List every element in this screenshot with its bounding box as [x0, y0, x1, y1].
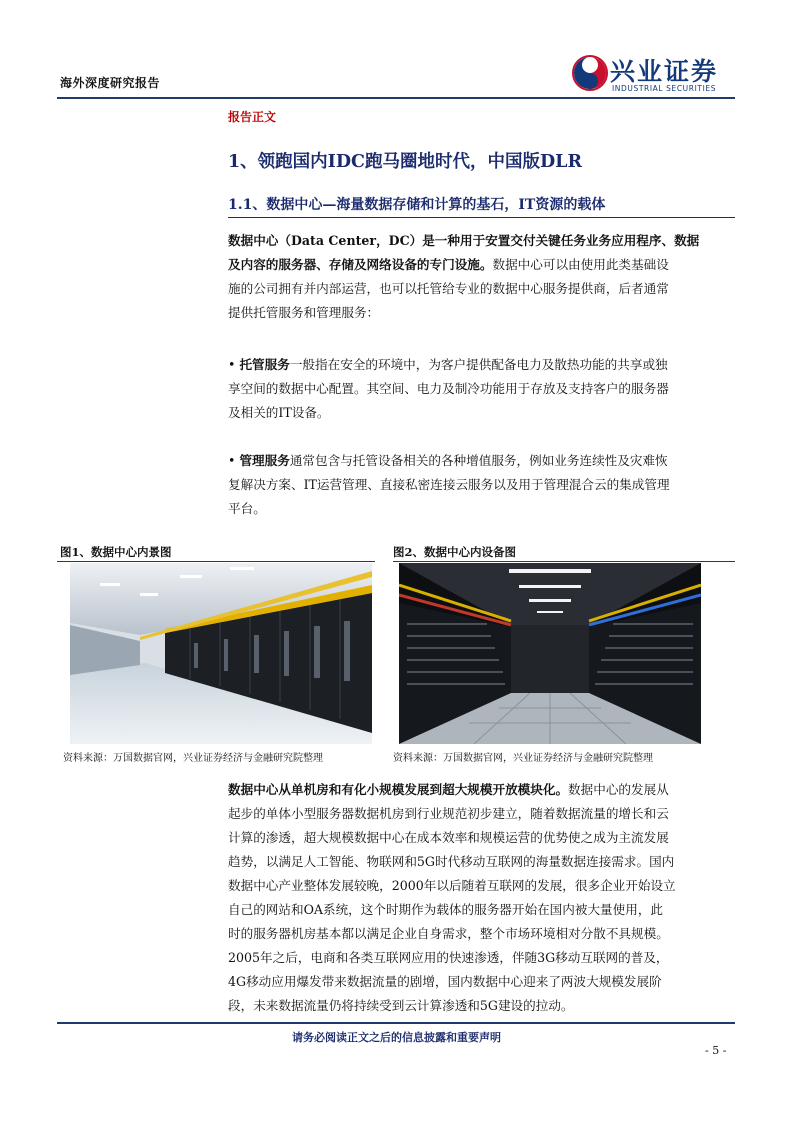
- bullet-first-line: 通常包含与托管设备相关的各种增值服务，例如业务连续性及灾难恢: [289, 453, 668, 468]
- bullet-label: 托管服务: [239, 357, 290, 372]
- figure-1-divider: [57, 561, 375, 562]
- figure-2-image: [399, 563, 701, 744]
- figure-2-caption: 图2、数据中心内设备图: [393, 545, 517, 559]
- body-paragraph: [228, 778, 718, 1018]
- body-first-tail: 数据中心的发展从: [568, 782, 669, 797]
- body-line: 4G移动应用爆发带来数据流量的剧增，国内数据中心迎来了两波大规模发展阶: [228, 974, 662, 989]
- bullet-item-managed: • 管理服务通常包含与托管设备相关的各种增值服务，例如业务连续性及灾难恢 复解决方案、IT运营管理、直接私密连接云服务以及用于管理混合云的集成管理 平台。: [228, 449, 718, 521]
- bullet-line: 及相关的IT设备。: [228, 405, 330, 420]
- bullet-label: 管理服务: [239, 453, 290, 468]
- footer-divider: [57, 1022, 735, 1024]
- intro-paragraph: [228, 229, 718, 325]
- body-line: 自己的网站和OA系统，这个时期作为载体的服务器开始在国内被大量使用，此: [228, 902, 664, 917]
- bullet-line: 平台。: [228, 501, 266, 516]
- bullet-line: 享空间的数据中心配置。其空间、电力及制冷功能用于存放及支持客户的服务器: [228, 381, 669, 396]
- body-line: 段，未来数据流量仍将持续受到云计算渗透和5G建设的拉动。: [228, 998, 574, 1013]
- intro-tail: 数据中心可以由使用此类基础设: [492, 257, 669, 272]
- body-line: 时的服务器机房基本都以满足企业自身需求，整个市场环境相对分散不具规模。: [228, 926, 669, 941]
- footer-disclaimer: 请务必阅读正文之后的信息披露和重要声明: [292, 1031, 501, 1044]
- intro-bold-line-1: 数据中心（Data Center，DC）是一种用于安置交付关键任务业务应用程序、数据: [228, 233, 700, 248]
- body-line: 数据中心产业整体发展较晚，2000年以后随着互联网的发展，很多企业开始设立: [228, 878, 676, 893]
- heading-2: 1.1、数据中心—海量数据存储和计算的基石，IT资源的载体: [228, 197, 606, 213]
- body-line: 计算的渗透，超大规模数据中心在成本效率和规模运营的优势使之成为主流发展: [228, 830, 669, 845]
- heading-1: 1、领跑国内IDC跑马圈地时代，中国版DLR: [228, 152, 582, 172]
- figure-2-divider: [393, 561, 735, 562]
- logo-cn-text: 兴业证券: [610, 57, 719, 86]
- figure-1-caption: 图1、数据中心内景图: [60, 545, 172, 559]
- intro-bold-line-2: 及内容的服务器、存储及网络设备的专门设施。: [228, 257, 493, 272]
- section-label: 报告正文: [228, 110, 277, 124]
- body-line: 2005年之后，电商和各类互联网应用的快速渗透，伴随3G移动互联网的普及，: [228, 950, 669, 965]
- figure-2-source: 资料来源：万国数据官网，兴业证券经济与金融研究院整理: [393, 753, 653, 764]
- bullet-line: 复解决方案、IT运营管理、直接私密连接云服务以及用于管理混合云的集成管理: [228, 477, 670, 492]
- logo-en-text: INDUSTRIAL SECURITIES: [612, 84, 717, 93]
- bullet-first-line: 一般指在安全的环境中，为客户提供配备电力及散热功能的共享或独: [289, 357, 668, 372]
- body-bold-lead: 数据中心从单机房和有化小规模发展到超大规模开放模块化。: [228, 782, 569, 797]
- company-logo-icon: [572, 55, 608, 91]
- bullet-item-hosting: • 托管服务一般指在安全的环境中，为客户提供配备电力及散热功能的共享或独 享空间的数据中心配置。其空间、电力及制冷功能用于存放及支持客户的服务器 及相关的IT设备。: [228, 353, 718, 425]
- intro-line: 提供托管服务和管理服务：: [228, 305, 380, 320]
- body-line: 起步的单体小型服务器数据机房到行业规范初步建立，随着数据流量的增长和云: [228, 806, 669, 821]
- figure-1-source: 资料来源：万国数据官网，兴业证券经济与金融研究院整理: [63, 753, 323, 764]
- figure-1-image: [70, 563, 372, 744]
- heading-2-underline: [228, 217, 735, 218]
- header-divider: [57, 97, 735, 99]
- intro-line: 施的公司拥有并内部运营，也可以托管给专业的数据中心服务提供商，后者通常: [228, 281, 669, 296]
- report-type: 海外深度研究报告: [60, 76, 161, 90]
- page-number: - 5 -: [705, 1044, 727, 1057]
- body-line: 趋势，以满足人工智能、物联网和5G时代移动互联网的海量数据连接需求。国内: [228, 854, 675, 869]
